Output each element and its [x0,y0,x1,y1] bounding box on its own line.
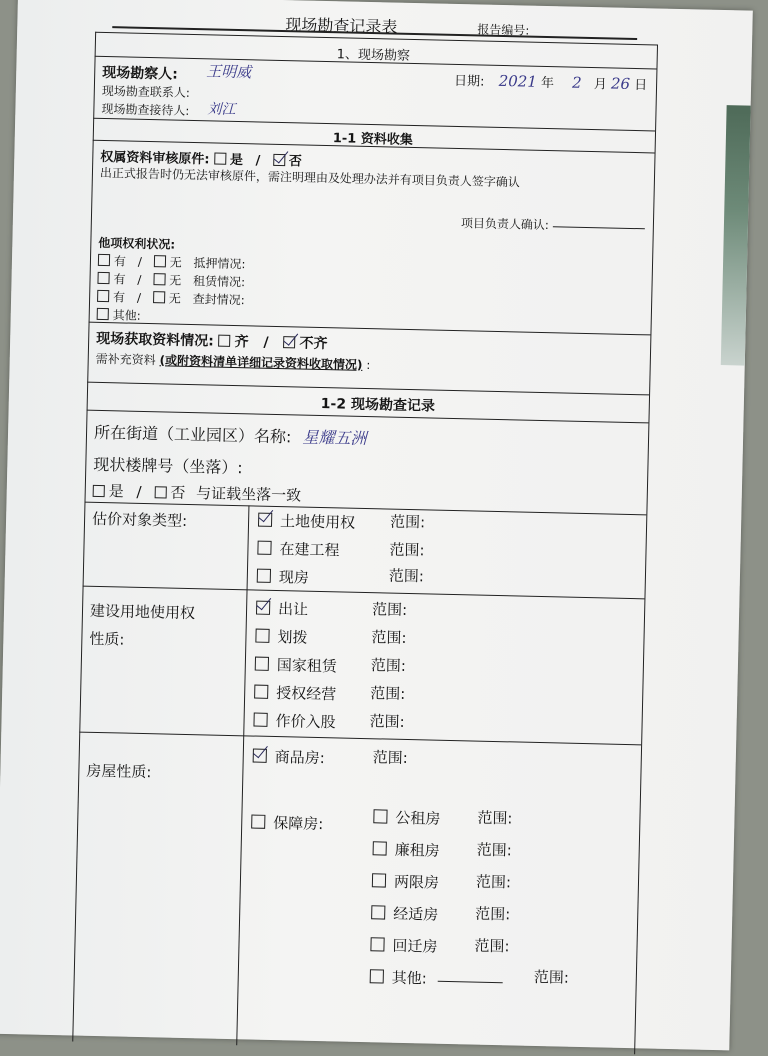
separator: / [136,290,142,305]
option-label: 保障房: [273,814,324,834]
option-label: 划拨 [277,628,308,647]
option-label: 两限房 [393,872,440,892]
form-title: 现场勘查记录表 [285,15,398,37]
review-note: 出正式报告时仍无法审核原件，需注明理由及处理办法并有项目负责人签字确认 [99,165,521,190]
land-use-state-lease-checkbox[interactable] [255,657,269,671]
guarantee-price-limited [372,870,439,893]
option-label: 其他: [391,968,428,988]
house-commercial [253,746,326,769]
lease-row [97,270,245,290]
land-use-authorized-checkbox[interactable] [254,685,268,699]
surveyor-value: 王明威 [206,62,252,82]
section-1-1-heading: 1-1 资料收集 [332,131,413,148]
range-label: 范围: [371,600,408,619]
object-type-existing-checkbox[interactable] [257,569,271,583]
obtain-full-checkbox[interactable] [219,335,231,347]
range-label: 范围: [389,512,426,532]
option-label: 国家租赁 [276,656,338,676]
lease-label: 租赁情况: [192,274,246,290]
yes-label: 有 [113,254,127,269]
separator: / [136,482,142,501]
review-yes-label: 是 [229,152,244,169]
report-number-label: 报告编号: [477,22,530,38]
mortgage-label: 抵押情况: [193,256,246,272]
option-label: 现房 [278,568,310,587]
other-rights-label: 他项权利状况: [98,235,176,252]
range-label: 范围: [369,712,405,731]
range-label: 范围: [477,808,513,828]
land-use-transfer [256,598,308,620]
range-label: 范围: [389,540,425,560]
yes-label: 有 [113,272,126,287]
no-label: 无 [169,273,182,288]
mortgage-row [98,252,246,272]
seizure-label: 查封情况: [192,292,245,308]
object-type-existing [257,566,309,588]
low-rent-checkbox[interactable] [373,841,387,855]
other-fill-line[interactable] [438,980,503,983]
guarantee-public-rental [373,806,440,829]
seizure-no-checkbox[interactable] [153,291,165,303]
consistent-no-checkbox[interactable] [154,486,166,498]
house-guarantee-checkbox[interactable] [251,815,265,829]
land-use-label-line1: 建设用地使用权 [89,601,196,623]
supplement-row [96,350,371,373]
review-label: 权属资料审核原件: [100,149,210,168]
confirm-row [461,214,645,235]
confirm-label: 项目负责人确认: [460,216,550,233]
public-rental-checkbox[interactable] [373,809,387,823]
range-label: 范围: [372,748,409,768]
frame-left [72,32,96,1042]
obtain-full-label: 齐 [234,334,249,351]
date-month: 2 [571,73,582,92]
mortgage-no-checkbox[interactable] [154,255,166,267]
confirm-signature-line[interactable] [553,225,645,229]
date-label: 日期: [453,73,485,90]
option-label: 廉租房 [394,840,440,860]
frame-right [634,45,658,1055]
date-field [454,70,647,93]
review-no-checkbox[interactable] [273,154,285,166]
house-guarantee [251,812,324,835]
land-use-authorized [254,682,336,705]
land-use-transfer-checkbox[interactable] [256,601,270,615]
price-limited-checkbox[interactable] [372,873,386,887]
seizure-yes-checkbox[interactable] [97,290,109,302]
option-label: 商品房: [274,748,326,768]
contact-label: 现场勘查联系人: [101,83,191,100]
street-value: 星耀五洲 [302,427,367,449]
affordable-checkbox[interactable] [371,905,385,919]
option-label: 作价入股 [275,712,336,732]
range-label: 范围: [370,656,407,675]
section-1-heading: 1、现场勘察 [336,47,411,64]
other-label: 其他: [112,308,141,323]
yes-label: 有 [112,290,126,305]
range-label: 范围: [475,872,512,892]
date-day-unit: 日 [634,78,648,94]
other-rights-checkbox[interactable] [97,308,109,320]
range-label: 范围: [474,936,510,956]
consistent-yes-label: 是 [108,482,124,501]
date-year-unit: 年 [540,75,555,92]
range-label: 范围: [475,904,511,924]
land-use-equity-checkbox[interactable] [253,713,267,727]
consistent-no-label: 否 [170,483,186,502]
separator: / [263,334,269,351]
rule [79,732,641,746]
guarantee-other-checkbox[interactable] [370,969,384,983]
option-label: 回迁房 [392,936,438,956]
option-label: 公租房 [395,808,441,828]
plate-label: 现状楼牌号（坐落）: [93,454,243,478]
street-label: 所在街道（工业园区）名称: [93,422,292,447]
obtain-incomplete-checkbox[interactable] [283,336,295,348]
street-row [94,420,367,449]
relocation-checkbox[interactable] [370,937,384,951]
house-type-label: 房屋性质: [86,761,152,782]
receiver-label: 现场勘查接待人: [101,101,190,118]
consistent-text: 与证载坐落一致 [195,484,302,505]
object-type-land [258,510,355,533]
option-label: 出让 [277,600,309,619]
house-commercial-checkbox[interactable] [253,749,267,763]
range-label: 范围: [476,840,512,860]
guarantee-other [370,966,503,990]
guarantee-relocation [370,934,437,957]
column-divider [236,505,249,1045]
background-object [721,105,751,365]
object-type-construction-checkbox[interactable] [257,541,271,555]
date-day: 26 [610,74,631,93]
no-label: 无 [169,255,182,270]
range-label: 范围: [371,628,407,647]
obtain-incomplete-label: 不齐 [299,335,328,353]
receiver-value: 刘江 [207,101,236,118]
review-yes-checkbox[interactable] [214,152,226,164]
date-month-unit: 月 [593,77,607,93]
object-type-land-checkbox[interactable] [258,513,272,527]
option-label: 在建工程 [279,540,340,560]
obtain-label: 现场获取资料情况: [96,330,214,350]
option-label: 经适房 [393,904,439,924]
date-year: 2021 [498,71,538,91]
land-use-label-line2: 性质: [89,629,125,649]
obtain-row [96,328,328,353]
supplement-note: (或附资料清单详细记录资料收取情况) [159,353,363,372]
range-label: 范围: [370,684,406,703]
lease-no-checkbox[interactable] [153,273,165,285]
supplement-label: 需补充资料 [95,351,156,368]
lease-yes-checkbox[interactable] [97,272,109,284]
rule [83,586,645,600]
land-use-allocation-checkbox[interactable] [255,629,269,643]
guarantee-low-rent [372,838,439,861]
object-type-construction [257,538,339,561]
separator: / [255,153,261,169]
land-use-equity [253,710,335,733]
guarantee-affordable [371,902,438,925]
consistent-yes-checkbox[interactable] [93,485,105,497]
surveyor-label: 现场勘察人: [102,64,179,83]
mortgage-yes-checkbox[interactable] [98,254,110,266]
land-use-allocation [255,626,307,648]
review-no-label: 否 [288,154,303,170]
range-label: 范围: [533,967,570,987]
seizure-row [97,288,245,308]
option-label: 土地使用权 [279,512,356,532]
land-use-state-lease [255,654,337,677]
object-type-label: 估价对象类型: [91,509,188,530]
section-1-2-heading: 1-2 现场勘查记录 [320,395,436,415]
range-label: 范围: [388,566,425,586]
supplement-colon: : [366,357,371,373]
separator: / [137,272,142,287]
no-label: 无 [168,291,182,306]
separator: / [137,254,143,269]
option-label: 授权经营 [276,684,337,704]
